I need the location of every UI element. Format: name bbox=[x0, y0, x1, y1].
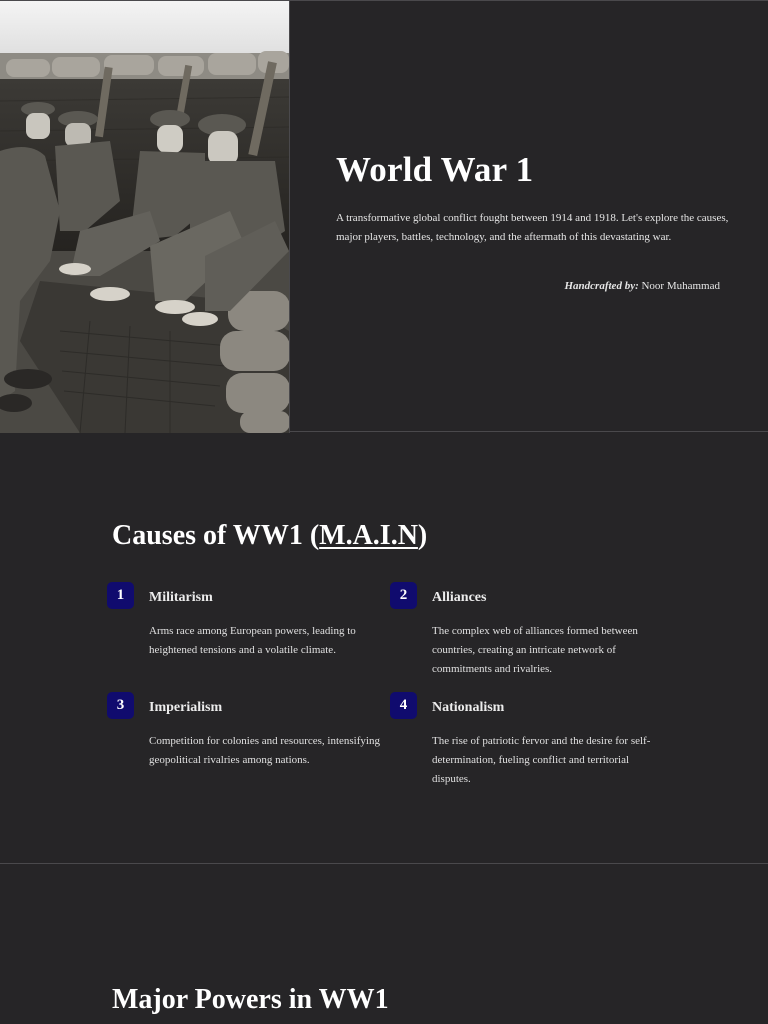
photo-divider bbox=[289, 1, 290, 433]
cause-number-badge: 3 bbox=[107, 692, 134, 719]
causes-heading-prefix: Causes of WW1 ( bbox=[112, 520, 320, 551]
cause-description: The rise of patriotic fervor and the desire for self-determination, fueling conflict and territorial disputes. bbox=[432, 735, 651, 785]
trench-soldiers-photo bbox=[0, 1, 289, 433]
cause-description: Competition for colonies and resources, intensifying geopolitical rivalries among nations. bbox=[149, 735, 380, 766]
credit-name: Noor Muhammad bbox=[641, 280, 720, 292]
author-credit bbox=[565, 280, 721, 292]
cause-title: Nationalism bbox=[432, 700, 505, 715]
major-powers-heading: Major Powers in WW1 bbox=[112, 984, 389, 1015]
causes-heading-suffix: ) bbox=[417, 520, 428, 551]
cause-number-badge: 2 bbox=[390, 582, 417, 609]
causes-slide bbox=[0, 432, 768, 864]
title-slide bbox=[0, 0, 768, 432]
cause-number-badge: 4 bbox=[390, 692, 417, 719]
credit-label: Handcrafted by: bbox=[564, 280, 639, 292]
page-title: World War 1 bbox=[336, 150, 534, 189]
major-powers-slide bbox=[0, 864, 768, 1024]
causes-heading-acronym: M.A.I.N bbox=[319, 520, 418, 551]
cause-number-badge: 1 bbox=[107, 582, 134, 609]
cause-title: Imperialism bbox=[149, 700, 223, 715]
intro-text: A transformative global conflict fought between 1914 and 1918. Let's explore the causes, major players, battles, technology, and the aftermath of this devastating war. bbox=[336, 212, 729, 243]
cause-description: The complex web of alliances formed between countries, creating an intricate network of commitments and rivalries. bbox=[432, 625, 638, 675]
cause-title: Militarism bbox=[149, 590, 213, 605]
cause-description: Arms race among European powers, leading to heightened tensions and a volatile climate. bbox=[149, 625, 356, 656]
causes-heading bbox=[112, 520, 427, 552]
cause-title: Alliances bbox=[432, 590, 487, 605]
